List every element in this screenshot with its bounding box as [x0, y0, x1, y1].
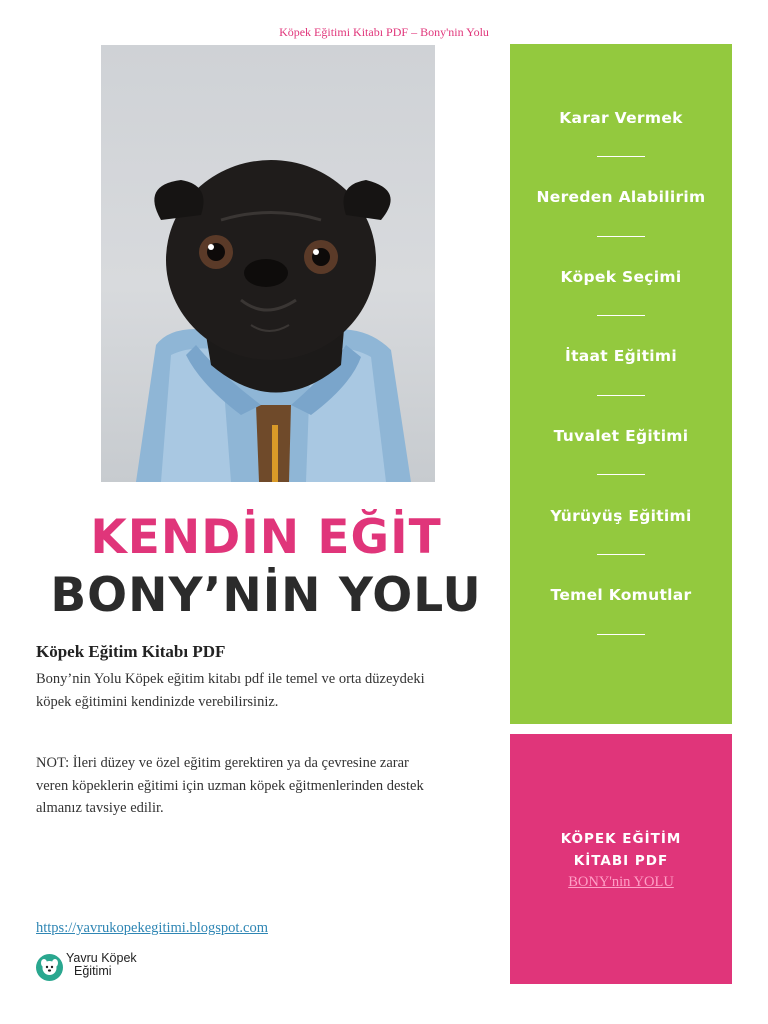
sidebar-divider — [597, 315, 645, 316]
brand-logo — [36, 952, 176, 984]
sidebar-item-karar-vermek[interactable]: Karar Vermek — [559, 109, 683, 127]
note-line: almanız tavsiye edilir. — [36, 800, 164, 816]
pug-illustration — [101, 45, 435, 482]
sidebar-divider — [597, 395, 645, 396]
note-paragraph — [36, 752, 496, 820]
sidebar-divider — [597, 236, 645, 237]
sidebar-item-yuruyus-egitimi[interactable]: Yürüyüş Eğitimi — [550, 507, 692, 525]
logo-text-line1: Yavru Köpek — [66, 951, 137, 965]
logo-text-line2: Eğitimi — [74, 964, 112, 978]
promo-title-line2: KİTABI PDF — [573, 853, 669, 869]
topics-sidebar — [510, 44, 732, 724]
dog-photo — [101, 45, 435, 482]
intro-line: Bony’nin Yolu Köpek eğitim kitabı pdf ile temel ve orta düzeydeki — [36, 671, 425, 687]
sidebar-divider — [597, 474, 645, 475]
hero-title: KENDİN EĞİT — [90, 510, 442, 565]
note-line: NOT: İleri düzey ve özel eğitim gerektiren ya da çevresine zarar — [36, 755, 409, 771]
sidebar-divider — [597, 554, 645, 555]
intro-paragraph — [36, 668, 496, 713]
sidebar-item-kopek-secimi[interactable]: Köpek Seçimi — [560, 268, 682, 286]
page-header-title: Köpek Eğitimi Kitabı PDF – Bony'nin Yolu — [279, 25, 489, 39]
website-link[interactable]: https://yavrukopekegitimi.blogspot.com — [36, 920, 268, 936]
dog-face-icon — [36, 954, 63, 981]
sidebar-item-nereden-alabilirim[interactable]: Nereden Alabilirim — [536, 188, 706, 206]
intro-line: köpek eğitimini kendinizde verebilirsiniz. — [36, 693, 279, 710]
sidebar-divider — [597, 156, 645, 157]
note-line: veren köpeklerin eğitimi için uzman köpek eğitmenlerinden destek — [36, 777, 424, 794]
sidebar-item-temel-komutlar[interactable]: Temel Komutlar — [550, 586, 692, 604]
section-heading: Köpek Eğitim Kitabı PDF — [36, 642, 226, 661]
sidebar-item-tuvalet-egitimi[interactable]: Tuvalet Eğitimi — [553, 427, 689, 445]
hero-subtitle: BONY’NİN YOLU — [50, 568, 482, 623]
promo-title-line1: KÖPEK EĞİTİM — [560, 831, 682, 847]
sidebar-item-itaat-egitimi[interactable]: İtaat Eğitimi — [565, 347, 677, 365]
promo-link[interactable]: BONY'nin YOLU — [568, 874, 674, 890]
sidebar-divider — [597, 634, 645, 635]
promo-box — [510, 734, 732, 984]
